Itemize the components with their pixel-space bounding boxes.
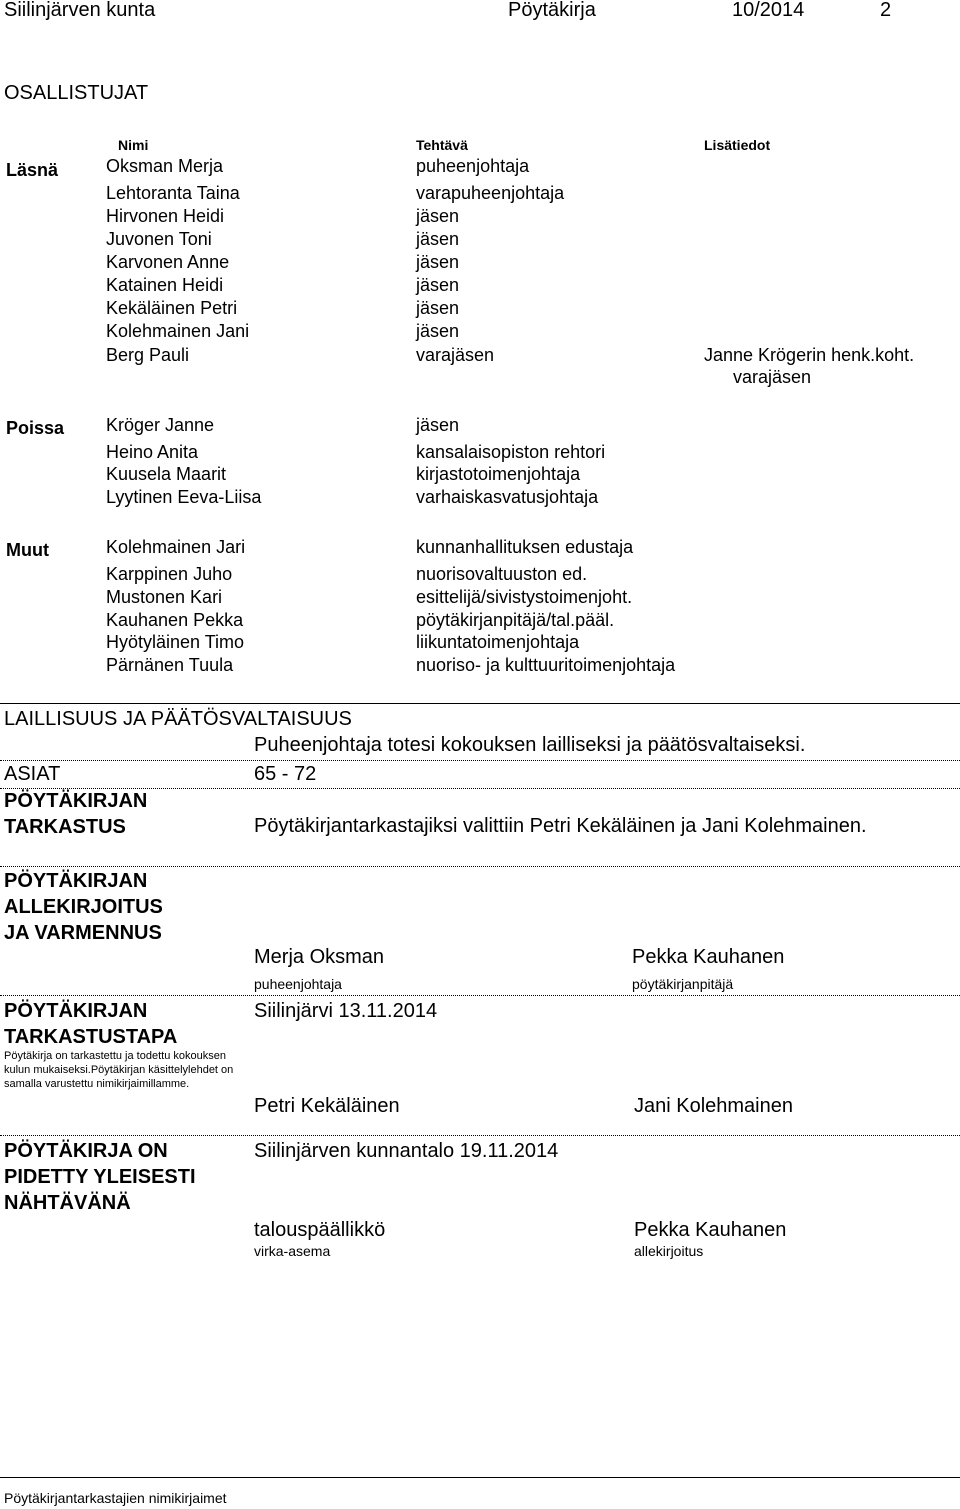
participant-name: Katainen Heidi: [106, 275, 224, 295]
document-type: Pöytäkirja: [508, 0, 596, 21]
participant-role: jäsen: [416, 252, 460, 272]
participant-role: nuoriso- ja kulttuuritoimenjohtaja: [416, 655, 676, 675]
official-name: Pekka Kauhanen: [634, 1219, 787, 1241]
present-label: Läsnä: [6, 160, 59, 180]
participant-role: kansalaisopiston rehtori: [416, 442, 606, 462]
review-method-label-line: TARKASTUSTAPA: [4, 1026, 178, 1048]
dotted-divider: [0, 995, 960, 996]
document-number: 10/2014: [732, 0, 805, 21]
section-divider: [0, 703, 960, 704]
participant-name: Mustonen Kari: [106, 587, 223, 607]
column-header-role: Tehtävä: [416, 137, 468, 153]
review-text: Pöytäkirjantarkastajiksi valittiin Petri Kekäläinen ja Jani Kolehmainen.: [254, 815, 867, 837]
public-display-label-line: PIDETTY YLEISESTI: [4, 1166, 196, 1188]
participant-name: Lyytinen Eeva-Liisa: [106, 487, 262, 507]
reviewer1-name: Petri Kekäläinen: [254, 1095, 400, 1117]
reviewer2-name: Jani Kolehmainen: [634, 1095, 793, 1117]
participant-role: varhaiskasvatusjohtaja: [416, 487, 599, 507]
review-label: [4, 788, 147, 840]
participant-role: liikuntatoimenjohtaja: [416, 632, 580, 652]
municipality-name: Siilinjärven kunta: [4, 0, 156, 21]
items-value: 65 - 72: [254, 763, 317, 785]
participant-role: jäsen: [416, 229, 460, 249]
official-name-caption: allekirjoitus: [634, 1243, 704, 1259]
participant-name: Kolehmainen Jani: [106, 321, 250, 341]
participant-role: varajäsen: [416, 345, 495, 365]
review-place-date: Siilinjärvi 13.11.2014: [254, 1000, 438, 1022]
signing-label: [4, 868, 163, 946]
signer1-role: puheenjohtaja: [254, 976, 342, 992]
participant-role: esittelijä/sivistystoimenjoht.: [416, 587, 633, 607]
signer2-name: Pekka Kauhanen: [632, 946, 785, 968]
signing-label-line: JA VARMENNUS: [4, 922, 162, 944]
page-number: 2: [880, 0, 892, 21]
participant-name: Heino Anita: [106, 442, 199, 462]
legality-title: LAILLISUUS JA PÄÄTÖSVALTAISUUS: [4, 708, 352, 730]
participant-name: Juvonen Toni: [106, 229, 212, 249]
signer1-name: Merja Oksman: [254, 946, 385, 968]
participants-title: OSALLISTUJAT: [4, 82, 149, 104]
participant-name: Lehtoranta Taina: [106, 183, 240, 203]
official-title-caption: virka-asema: [254, 1243, 331, 1259]
review-method-label: [4, 998, 177, 1050]
participant-name: Hyötyläinen Timo: [106, 632, 245, 652]
review-label-line: TARKASTUS: [4, 816, 126, 838]
participant-role: jäsen: [416, 298, 460, 318]
dotted-divider: [0, 866, 960, 867]
public-display-label: [4, 1138, 196, 1216]
participant-name: Kekäläinen Petri: [106, 298, 238, 318]
dotted-divider: [0, 1135, 960, 1136]
review-method-note: Pöytäkirja on tarkastettu ja todettu kokouksen kulun mukaiseksi.Pöytäkirjan käsittelylehdet on samalla varustettu nimikirjaimillamme.: [4, 1050, 234, 1090]
participant-role: pöytäkirjanpitäjä/tal.pääl.: [416, 610, 615, 630]
dotted-divider: [0, 760, 960, 761]
participant-name: Karvonen Anne: [106, 252, 230, 272]
participant-info: Janne Krögerin henk.koht.: [704, 345, 915, 365]
participant-role: jäsen: [416, 415, 460, 435]
participant-name: Berg Pauli: [106, 345, 190, 365]
participant-role: jäsen: [416, 321, 460, 341]
participant-role: jäsen: [416, 206, 460, 226]
participant-role: puheenjohtaja: [416, 156, 530, 176]
signer2-role: pöytäkirjanpitäjä: [632, 976, 734, 992]
column-header-name: Nimi: [118, 137, 149, 153]
participant-name: Oksman Merja: [106, 156, 224, 176]
participant-role: kunnanhallituksen edustaja: [416, 537, 634, 557]
participant-name: Kuusela Maarit: [106, 464, 227, 484]
items-label: ASIAT: [4, 763, 61, 785]
participant-name: Kröger Janne: [106, 415, 215, 435]
legality-text: Puheenjohtaja totesi kokouksen lailliseksi ja päätösvaltaiseksi.: [254, 734, 806, 756]
participant-role: kirjastotoimenjohtaja: [416, 464, 581, 484]
footer-divider: [0, 1477, 960, 1478]
official-title: talouspäällikkö: [254, 1219, 386, 1241]
participant-name: Pärnänen Tuula: [106, 655, 234, 675]
signing-label-line: PÖYTÄKIRJAN: [4, 870, 148, 892]
participant-role: nuorisovaltuuston ed.: [416, 564, 588, 584]
public-display-label-line: PÖYTÄKIRJA ON: [4, 1140, 168, 1162]
review-method-label-line: PÖYTÄKIRJAN: [4, 1000, 148, 1022]
column-header-info: Lisätiedot: [704, 137, 771, 153]
participant-name: Hirvonen Heidi: [106, 206, 225, 226]
participant-name: Kolehmainen Jari: [106, 537, 246, 557]
participant-role: jäsen: [416, 275, 460, 295]
participant-info-cont: varajäsen: [733, 367, 812, 387]
others-label: Muut: [6, 540, 49, 560]
review-label-line: PÖYTÄKIRJAN: [4, 790, 148, 812]
footer-text: Pöytäkirjantarkastajien nimikirjaimet: [4, 1490, 227, 1506]
participant-role: varapuheenjohtaja: [416, 183, 565, 203]
signing-label-line: ALLEKIRJOITUS: [4, 896, 163, 918]
participant-name: Kauhanen Pekka: [106, 610, 244, 630]
public-display-label-line: NÄHTÄVÄNÄ: [4, 1192, 131, 1214]
public-place-date: Siilinjärven kunnantalo 19.11.2014: [254, 1140, 559, 1162]
absent-label: Poissa: [6, 418, 65, 438]
participant-name: Karppinen Juho: [106, 564, 233, 584]
